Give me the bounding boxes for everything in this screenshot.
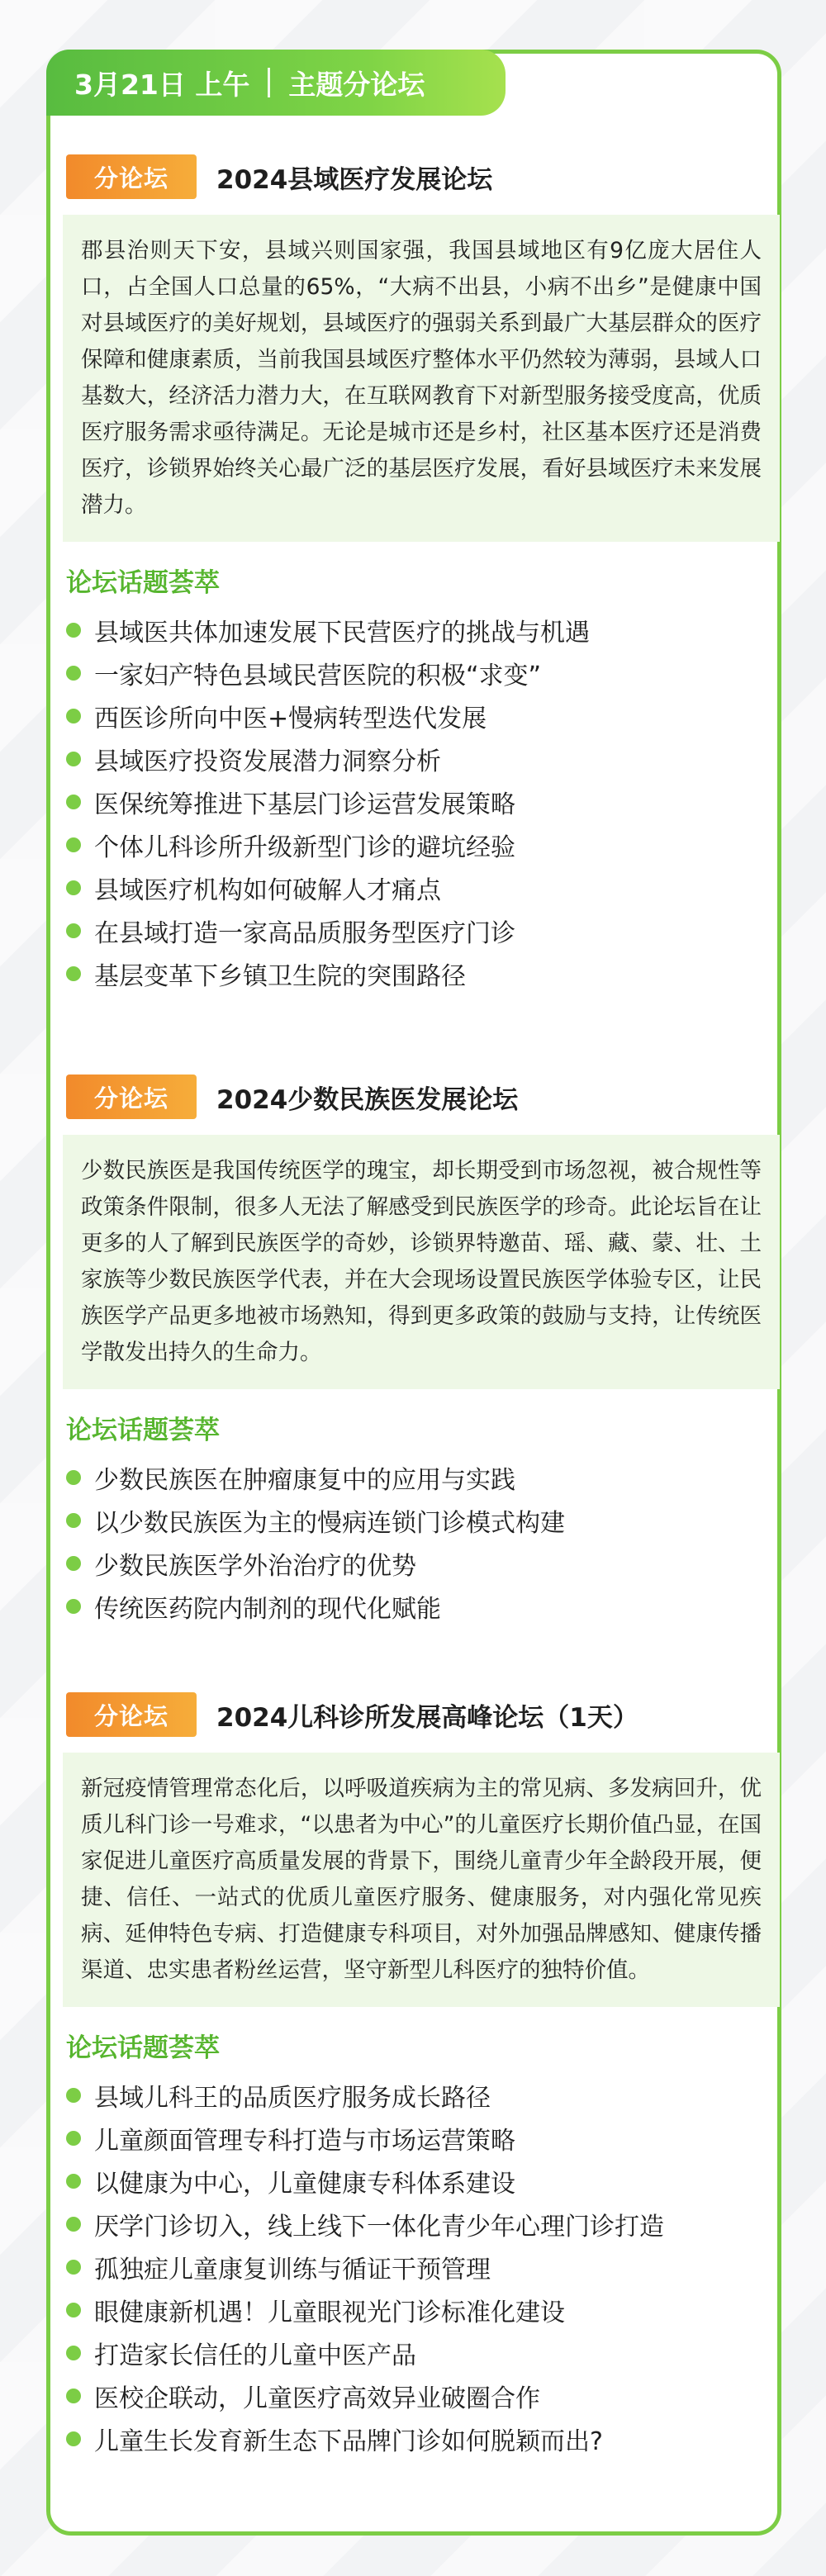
bullet-dot-icon [66,1599,81,1614]
bullet-dot-icon [66,752,81,766]
forum-header [66,1074,776,1120]
bullet-dot-icon [66,1556,81,1571]
bullet-dot-icon [66,1513,81,1528]
topics-heading: 论坛话题荟萃 [66,1416,220,1445]
topic-item: 西医诊所向中医+慢病转型迭代发展 [66,695,776,738]
bullet-dot-icon [66,2389,81,2403]
bullet-dot-icon [66,966,81,981]
session-date: 3月21日 上午 [74,68,250,101]
topic-item: 县域医共体加速发展下民营医疗的挑战与机遇 [66,609,776,652]
bullet-dot-icon [66,880,81,895]
topic-item: 眼健康新机遇！儿童眼视光门诊标准化建设 [66,2289,776,2332]
topic-item: 县域医疗投资发展潜力洞察分析 [66,738,776,780]
session-theme: 主题分论坛 [288,68,425,101]
bullet-dot-icon [66,1470,81,1485]
bullet-dot-icon [66,2431,81,2446]
forum-title: 2024少数民族医发展论坛 [216,1084,519,1115]
topic-item: 打造家长信任的儿童中医产品 [66,2332,776,2374]
forum-description: 郡县治则天下安，县域兴则国家强，我国县域地区有9亿庞大居住人口，占全国人口总量的65%，“大病不出县，小病不出乡”是健康中国对县域医疗的美好规划，县域医疗的强弱关系到最广大基层群众的医疗保障和健康素质，当前我国县域医疗整体水平仍然较为薄弱，县域人口基数大，经济活力潜力大，在互联网教育下对新型服务接受度高，优质医疗服务需求亟待满足。无论是城市还是乡村，社区基本医疗还是消费医疗，诊锁界始终关心最广泛的基层医疗发展，看好县域医疗未来发展潜力。 [63,215,780,542]
topic-item: 少数民族医在肿瘤康复中的应用与实践 [66,1456,776,1499]
forum-header [66,154,776,200]
topics-list [66,609,776,995]
forum-badge: 分论坛 [66,1692,197,1737]
session-header [46,50,506,116]
topic-item: 在县域打造一家高品质服务型医疗门诊 [66,909,776,952]
bullet-dot-icon [66,2131,81,2146]
forum-header [66,1691,776,1738]
forum-section-ethnic [66,1074,776,1628]
topic-item: 以健康为中心，儿童健康专科体系建设 [66,2160,776,2203]
bullet-dot-icon [66,623,81,638]
bullet-dot-icon [66,709,81,723]
header-divider [268,68,270,97]
topics-heading: 论坛话题荟萃 [66,568,220,598]
bullet-dot-icon [66,837,81,852]
topics-list [66,1456,776,1628]
topic-item: 儿童生长发育新生态下品牌门诊如何脱颖而出? [66,2417,776,2460]
topic-item: 厌学门诊切入，线上线下一体化青少年心理门诊打造 [66,2203,776,2246]
forum-badge: 分论坛 [66,1075,197,1119]
topic-item: 孤独症儿童康复训练与循证干预管理 [66,2246,776,2289]
forum-description: 少数民族医是我国传统医学的瑰宝，却长期受到市场忽视，被合规性等政策条件限制，很多人无法了解感受到民族医学的珍奇。此论坛旨在让更多的人了解到民族医学的奇妙，诊锁界特邀苗、瑶、藏、蒙、壮、土家族等少数民族医学代表，并在大会现场设置民族医学体验专区，让民族医学产品更多地被市场熟知，得到更多政策的鼓励与支持，让传统医学散发出持久的生命力。 [63,1135,780,1389]
forum-section-pediatric [66,1691,776,2460]
bullet-dot-icon [66,923,81,938]
topics-heading: 论坛话题荟萃 [66,2033,220,2063]
topic-item: 一家妇产特色县域民营医院的积极“求变” [66,652,776,695]
bullet-dot-icon [66,795,81,809]
topic-item: 少数民族医学外治治疗的优势 [66,1542,776,1585]
topic-item: 县域儿科王的品质医疗服务成长路径 [66,2074,776,2117]
forum-badge: 分论坛 [66,154,197,199]
bullet-dot-icon [66,2346,81,2360]
topic-item: 个体儿科诊所升级新型门诊的避坑经验 [66,823,776,866]
bullet-dot-icon [66,2174,81,2189]
forum-section-county [66,154,776,995]
topic-item: 基层变革下乡镇卫生院的突围路径 [66,952,776,995]
forum-description: 新冠疫情管理常态化后，以呼吸道疾病为主的常见病、多发病回升，优质儿科门诊一号难求，“以患者为中心”的儿童医疗长期价值凸显，在国家促进儿童医疗高质量发展的背景下，围绕儿童青少年全龄段开展，便捷、信任、一站式的优质儿童医疗服务、健康服务，对内强化常见疾病、延伸特色专病、打造健康专科项目，对外加强品牌感知、健康传播渠道、忠实患者粉丝运营，坚守新型儿科医疗的独特价值。 [63,1753,780,2007]
forum-title: 2024儿科诊所发展高峰论坛（1天） [216,1702,638,1733]
topic-item: 以少数民族医为主的慢病连锁门诊模式构建 [66,1499,776,1542]
bullet-dot-icon [66,2260,81,2275]
topic-item: 医保统筹推进下基层门诊运营发展策略 [66,780,776,823]
bullet-dot-icon [66,2303,81,2317]
topics-list [66,2074,776,2460]
topic-item: 县域医疗机构如何破解人才痛点 [66,866,776,909]
topic-item: 儿童颜面管理专科打造与市场运营策略 [66,2117,776,2160]
topic-item: 医校企联动，儿童医疗高效异业破圈合作 [66,2374,776,2417]
topic-item: 传统医药院内制剂的现代化赋能 [66,1585,776,1628]
bullet-dot-icon [66,666,81,681]
bullet-dot-icon [66,2088,81,2103]
forum-title: 2024县域医疗发展论坛 [216,164,493,195]
bullet-dot-icon [66,2217,81,2232]
